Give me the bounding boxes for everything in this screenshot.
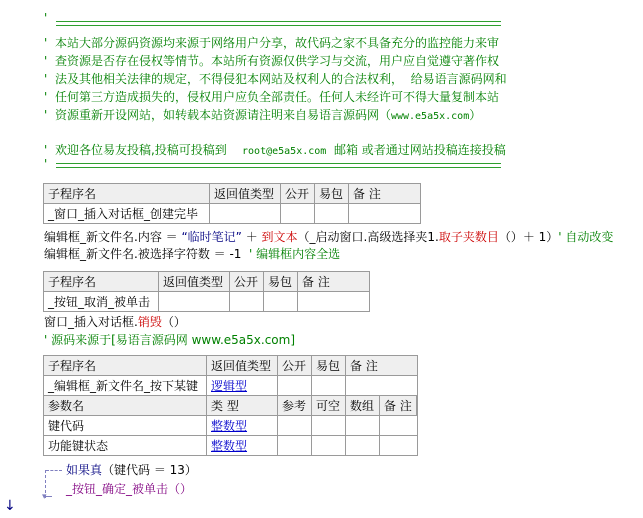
inline-comment: ' 源码来源于[易语言源码网 www.e5a5x.com] (44, 333, 295, 347)
comment-line: ' 任何第三方造成损失的，侵权用户应负全部责任。任何人未经许可不得大量复制本站 (44, 90, 499, 104)
method-name: 取子夹数目 (438, 230, 499, 244)
header-param-type: 类 型 (207, 396, 278, 416)
param-name-cell[interactable]: 功能键状态 (44, 436, 207, 456)
remark-cell[interactable] (346, 376, 418, 396)
return-type-cell[interactable]: 逻辑型 (207, 376, 278, 396)
header-return-type: 返回值类型 (159, 272, 230, 292)
comment-text: 查资源是否存在侵权等情节。本站所有资源仅供学习与交流，用户应自觉遵守著作权 (54, 54, 499, 68)
comment-text: 资源重新开设网站，如转载本站资源请注明来自易语言源码网（ (54, 108, 391, 122)
comment-email: root@e5a5x.com (242, 146, 327, 157)
code-text: 编辑框_新文件名.被选择字符数 ＝ -1 (44, 247, 250, 261)
sub-name-cell[interactable]: _窗口_插入对话框_创建完毕 (44, 204, 210, 224)
return-type-cell[interactable] (159, 292, 230, 312)
code-text: （_启动窗口.高级选择夹1. (297, 230, 439, 244)
header-remark: 备 注 (349, 184, 421, 204)
function-call: _按钮_确定_被单击（） (66, 482, 193, 496)
header-ref: 参考 (278, 396, 312, 416)
header-param-name: 参数名 (44, 396, 207, 416)
keyword: 如果真 (66, 463, 103, 477)
subroutine-table (43, 355, 418, 456)
header-easy-pkg: 易包 (315, 184, 349, 204)
header-param-remark: 备 注 (380, 396, 417, 416)
code-text: （键代码 ＝ 13） (102, 463, 197, 477)
comment-text: 任何第三方造成损失的，侵权用户应负全部责任。任何人未经许可不得大量复制本站 (54, 90, 499, 104)
comment-line: ' 资源重新开设网站，如转载本站资源请注明来自易语言源码网（www.e5a5x.com） (44, 108, 482, 122)
param-ref-cell[interactable] (278, 416, 312, 436)
header-sub-name: 子程序名 (44, 184, 210, 204)
public-cell[interactable] (278, 376, 312, 396)
comment-line: ' 查资源是否存在侵权等情节。本站所有资源仅供学习与交流，用户应自觉遵守著作权 (44, 54, 499, 68)
header-public: 公开 (281, 184, 315, 204)
code-line[interactable] (44, 314, 186, 330)
param-type-cell[interactable]: 整数型 (207, 436, 278, 456)
comment-line: ' 本站大部分源码资源均来源于网络用户分享，故代码之家不具备充分的监控能力来审 (44, 36, 499, 50)
string-literal: “临时笔记” (181, 230, 242, 244)
comment-text: ） (469, 108, 482, 122)
code-line[interactable] (66, 462, 197, 478)
return-type-cell[interactable] (210, 204, 281, 224)
remark-cell[interactable] (349, 204, 421, 224)
comment-tick: ' (44, 157, 48, 171)
header-easy-pkg: 易包 (264, 272, 298, 292)
flow-line (46, 470, 62, 471)
param-nullable-cell[interactable] (312, 436, 346, 456)
inline-comment: ' 编辑框内容全选 (249, 247, 341, 261)
comment-text: 法及其他相关法律的规定，不得侵犯本网站及权利人的合法权利， 给易语言源码网和 (54, 72, 507, 86)
comment-line: ' 法及其他相关法律的规定，不得侵犯本网站及权利人的合法权利， 给易语言源码网和 (44, 72, 507, 86)
subroutine-table (43, 271, 370, 312)
method-name: 销毁 (137, 315, 162, 329)
code-line[interactable] (66, 481, 192, 497)
param-array-cell[interactable] (346, 416, 380, 436)
sub-name-cell[interactable]: _按钮_取消_被单击 (44, 292, 159, 312)
code-line[interactable] (44, 332, 295, 348)
function-name: 到文本 (261, 230, 298, 244)
header-public: 公开 (278, 356, 312, 376)
remark-cell[interactable] (298, 292, 370, 312)
easy-pkg-cell[interactable] (315, 204, 349, 224)
param-ref-cell[interactable] (278, 436, 312, 456)
flow-arrow-icon: ▾ (42, 492, 47, 502)
comment-line: ' 欢迎各位易友投稿,投稿可投稿到 root@e5a5x.com 邮箱 或者通过网站投稿连接投稿 (44, 143, 506, 157)
comment-text: 邮箱 或者通过网站投稿连接投稿 (326, 143, 506, 157)
comment-text: 本站大部分源码资源均来源于网络用户分享，故代码之家不具备充分的监控能力来审 (54, 36, 499, 50)
code-line[interactable] (44, 246, 340, 262)
param-type-cell[interactable]: 整数型 (207, 416, 278, 436)
comment-tick: ' (44, 11, 48, 25)
code-text: （）＋ 1） (498, 230, 559, 244)
param-nullable-cell[interactable] (312, 416, 346, 436)
inline-comment: ' 自动改变 (558, 230, 614, 244)
param-name-cell[interactable]: 键代码 (44, 416, 207, 436)
header-public: 公开 (230, 272, 264, 292)
code-text: ＋ (241, 230, 262, 244)
easy-pkg-cell[interactable] (264, 292, 298, 312)
header-array: 数组 (346, 396, 380, 416)
comment-text: 欢迎各位易友投稿,投稿可投稿到 (54, 143, 243, 157)
public-cell[interactable] (230, 292, 264, 312)
header-easy-pkg: 易包 (312, 356, 346, 376)
header-sub-name: 子程序名 (44, 272, 159, 292)
subroutine-table (43, 183, 421, 224)
comment-url: www.e5a5x.com (390, 111, 470, 122)
sub-name-cell[interactable]: _编辑框_新文件名_按下某键 (44, 376, 207, 396)
separator-line (56, 163, 501, 168)
param-remark-cell[interactable] (380, 416, 418, 436)
header-return-type: 返回值类型 (207, 356, 278, 376)
header-remark: 备 注 (346, 356, 418, 376)
param-array-cell[interactable] (346, 436, 380, 456)
header-remark: 备 注 (298, 272, 370, 292)
separator-line (56, 21, 501, 26)
code-text: （） (161, 315, 186, 329)
header-sub-name: 子程序名 (44, 356, 207, 376)
code-text: 窗口_插入对话框. (44, 315, 138, 329)
down-arrow-icon[interactable]: ↓ (4, 498, 16, 514)
param-remark-cell[interactable] (380, 436, 418, 456)
easy-pkg-cell[interactable] (312, 376, 346, 396)
header-return-type: 返回值类型 (210, 184, 281, 204)
public-cell[interactable] (281, 204, 315, 224)
code-line[interactable] (44, 229, 613, 245)
code-text: 编辑框_新文件名.内容 ＝ (44, 230, 182, 244)
header-nullable: 可空 (312, 396, 346, 416)
